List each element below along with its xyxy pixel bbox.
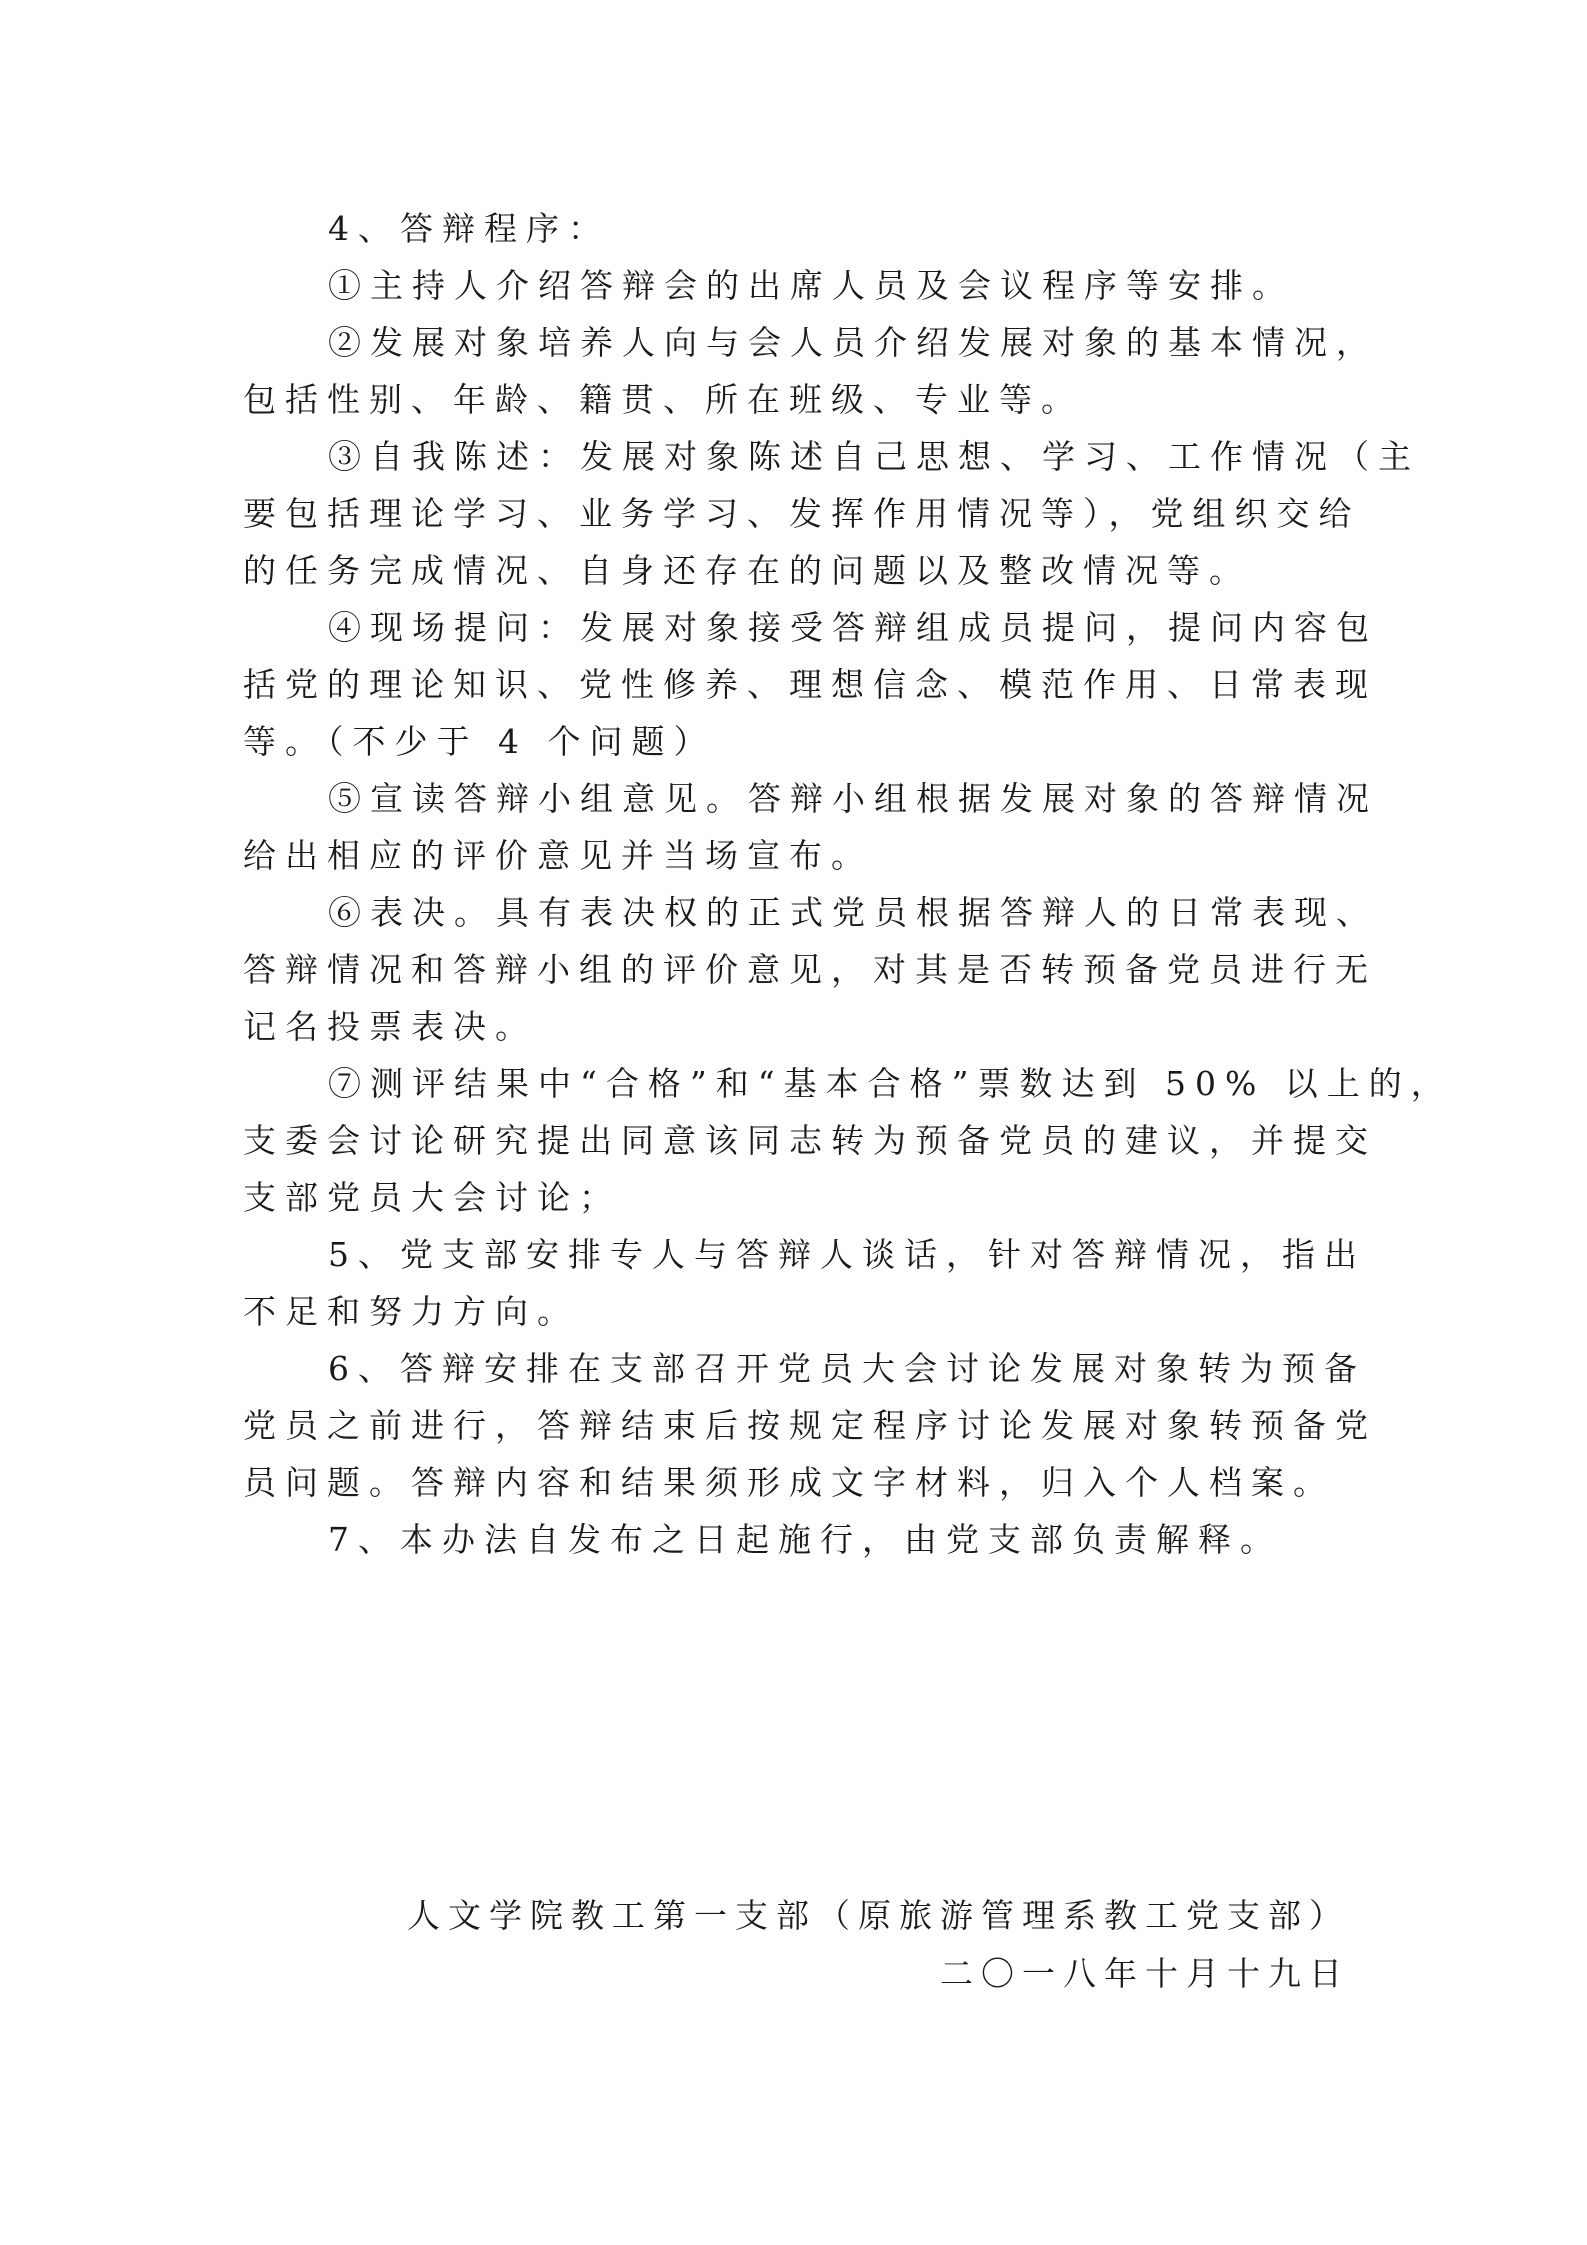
step-2-line-2: 包括性别、年龄、籍贯、所在班级、专业等。: [243, 380, 1083, 419]
step-5-line-2: 给出相应的评价意见并当场宣布。: [243, 836, 873, 875]
section-7-line: 7、本办法自发布之日起施行，由党支部负责解释。: [328, 1520, 1282, 1559]
step-6-line-3: 记名投票表决。: [243, 1007, 537, 1046]
signature-organization: 人文学院教工第一支部（原旅游管理系教工党支部）: [407, 1896, 1350, 1935]
step-1-line: ①主持人介绍答辩会的出席人员及会议程序等安排。: [328, 266, 1294, 305]
step-5-line-1: ⑤宣读答辩小组意见。答辩小组根据发展对象的答辩情况: [328, 779, 1378, 818]
step-7-line-1: ⑦测评结果中“合格”和“基本合格”票数达到 50% 以上的，: [328, 1064, 1453, 1103]
section-5-line-1: 5、党支部安排专人与答辩人谈话，针对答辩情况，指出: [328, 1235, 1366, 1274]
signature-date: 二〇一八年十月十九日: [940, 1954, 1350, 1993]
step-3-line-2: 要包括理论学习、业务学习、发挥作用情况等），党组织交给: [243, 494, 1361, 533]
step-3-line-1: ③自我陈述：发展对象陈述自己思想、学习、工作情况（主: [328, 437, 1420, 476]
step-2-line-1: ②发展对象培养人向与会人员介绍发展对象的基本情况，: [328, 323, 1378, 362]
section-5-line-2: 不足和努力方向。: [243, 1292, 579, 1331]
document-body: [243, 200, 1453, 1568]
section-6-line-3: 员问题。答辩内容和结果须形成文字材料，归入个人档案。: [243, 1463, 1335, 1502]
section-6-line-1: 6、答辩安排在支部召开党员大会讨论发展对象转为预备: [328, 1349, 1366, 1388]
section-6-line-2: 党员之前进行，答辩结束后按规定程序讨论发展对象转预备党: [243, 1406, 1377, 1445]
step-7-line-2: 支委会讨论研究提出同意该同志转为预备党员的建议，并提交: [243, 1121, 1377, 1160]
step-6-line-2: 答辩情况和答辩小组的评价意见，对其是否转预备党员进行无: [243, 950, 1377, 989]
step-3-line-3: 的任务完成情况、自身还存在的问题以及整改情况等。: [243, 551, 1251, 590]
step-4-line-1: ④现场提问：发展对象接受答辩组成员提问，提问内容包: [328, 608, 1378, 647]
step-7-line-3: 支部党员大会讨论；: [243, 1178, 621, 1217]
step-4-line-2: 括党的理论知识、党性修养、理想信念、模范作用、日常表现: [243, 665, 1377, 704]
step-4-line-3: 等。（不少于 4 个问题）: [243, 722, 716, 761]
step-6-line-1: ⑥表决。具有表决权的正式党员根据答辩人的日常表现、: [328, 893, 1378, 932]
section-4-heading: 4、答辩程序：: [328, 209, 610, 248]
